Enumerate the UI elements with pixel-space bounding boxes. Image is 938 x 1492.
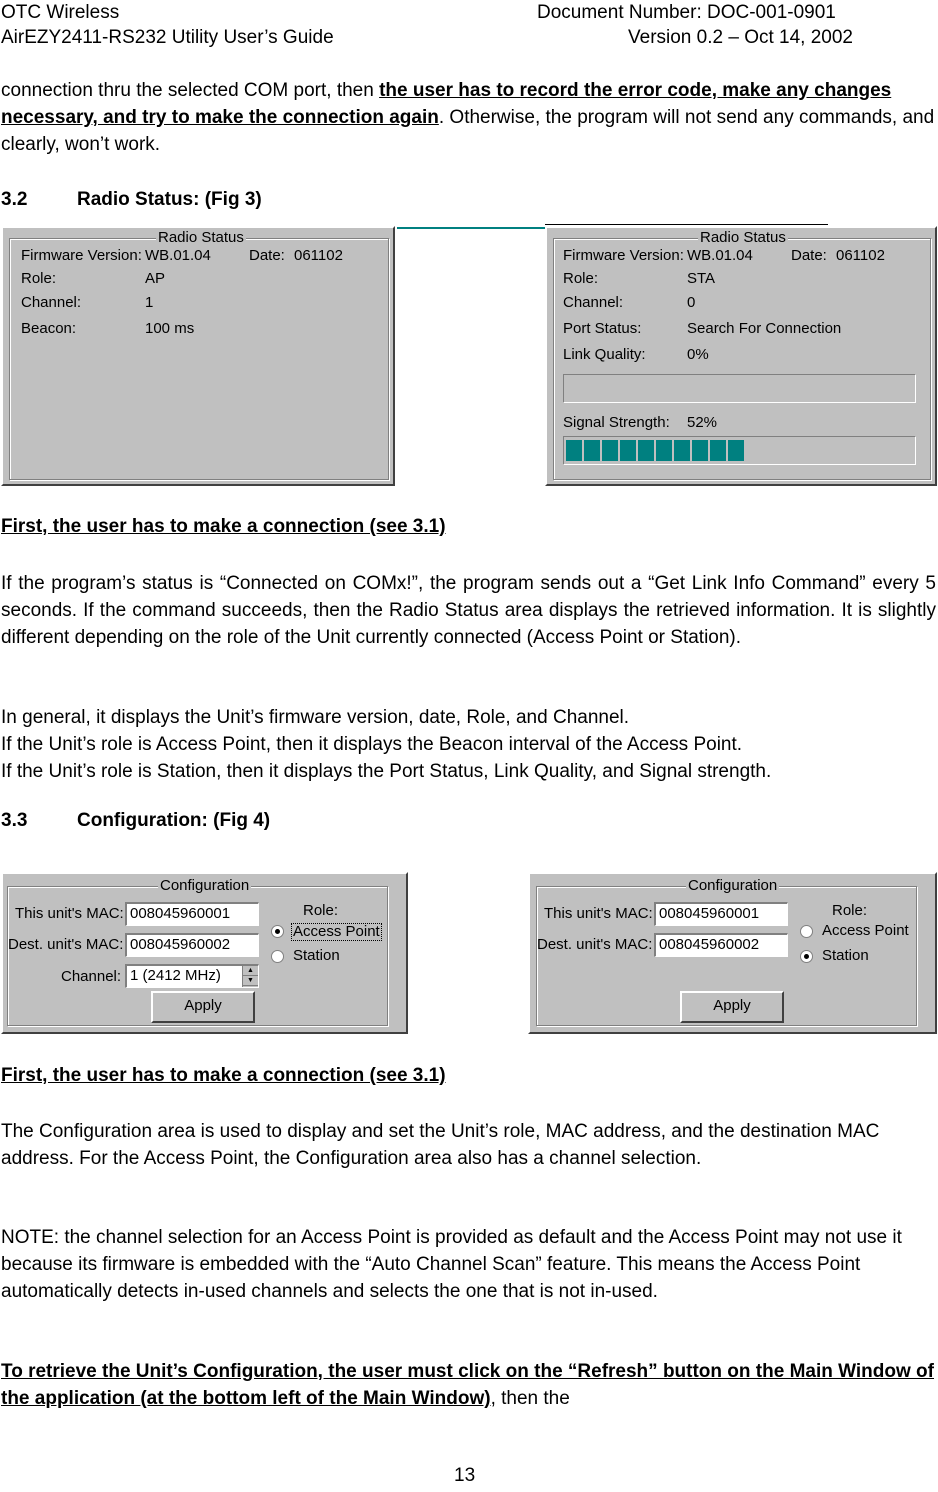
ap-mac-label: This unit's MAC: [15,905,124,922]
sta-apply-button[interactable]: Apply [680,991,784,1023]
radio-status-ap-title: Radio Status [158,229,244,246]
signal-strength-bar [563,436,916,465]
sta-port-label: Port Status: [563,320,642,337]
spin-down-icon[interactable]: ▼ [243,976,258,986]
ap-channel-label-cfg: Channel: [61,968,122,985]
sta-date-value: 061102 [836,247,885,264]
figure-separator [397,227,545,229]
config-sta-panel [528,872,937,1034]
ap-channel-label: Channel: [21,294,82,311]
sta-role-label: Role: [563,270,599,287]
ap-apply-button[interactable]: Apply [151,991,255,1023]
radio-status-ap-group [9,238,389,480]
sta-link-label: Link Quality: [563,346,646,363]
ap-role-label: Role: [21,270,57,287]
ap-radio-access-point[interactable] [271,925,284,938]
header-company: OTC Wireless [1,2,120,23]
sta-channel-label: Channel: [563,294,624,311]
header-version: Version 0.2 – Oct 14, 2002 [628,27,853,48]
sta-mac-label: This unit's MAC: [544,905,653,922]
final-paragraph: To retrieve the Unit’s Configuration, the user must click on the “Refresh” button on the Main Window of the application (at the bottom left of the Main Window), then the [1,1361,934,1409]
page-number: 13 [454,1465,476,1486]
channel-spinner[interactable] [242,966,258,987]
connection-note-1: First, the user has to make a connection (see 3.1) [1,516,446,537]
status-paragraph: If the program’s status is “Connected on COMx!”, the program sends out a “Get Link Info Command” every 5 seconds. If the command succeeds, then the Radio Status area displays the retrieved information. It is slightly different depending on the role of the Unit currently connected (Access Point or Station). [1,573,936,648]
ap-date-value: 061102 [294,247,343,264]
sta-option-access-point[interactable]: Access Point [822,922,909,939]
sta-date-label: Date: [791,247,827,264]
ap-option-station[interactable]: Station [293,947,340,964]
general-line-3: If the Unit’s role is Station, then it displays the Port Status, Link Quality, and Signal strength. [1,761,772,782]
sta-mac-input[interactable]: 008045960001 [654,902,788,926]
radio-status-sta-panel [545,226,937,486]
config-paragraph: The Configuration area is used to display and set the Unit’s role, MAC address, and the destination MAC address. For the Access Point, the Configuration area also has a channel selection. [1,1121,880,1169]
sta-radio-station[interactable] [800,950,813,963]
radio-status-sta-title: Radio Status [700,229,786,246]
sta-role-value: STA [687,270,716,287]
ap-firmware-label: Firmware Version: [21,247,142,264]
ap-role-value: AP [145,270,166,287]
radio-status-ap-panel [1,226,395,486]
header-guide-title: AirEZY2411-RS232 Utility User’s Guide [1,27,334,48]
sta-firmware-label: Firmware Version: [563,247,684,264]
general-line-1: In general, it displays the Unit’s firmware version, date, Role, and Channel. [1,707,630,728]
ap-date-label: Date: [249,247,285,264]
general-line-2: If the Unit’s role is Access Point, then it displays the Beacon interval of the Access Point. [1,734,743,755]
section-3-2-heading: 3.2 Radio Status: (Fig 3) [1,189,262,210]
sta-signal-value: 52% [687,414,718,431]
spin-up-icon[interactable]: ▲ [243,966,258,976]
ap-beacon-label: Beacon: [21,320,77,337]
ap-role-heading: Role: [303,902,339,919]
note-paragraph: NOTE: the channel selection for an Access Point is provided as default and the Access Point may not use it because its firmware is embedded with the “Auto Channel Scan” feature. This means the Access Point automatically detects in-used channels and selects the one that is not in-used. [1,1227,902,1302]
sta-radio-access-point[interactable] [800,925,813,938]
sta-port-value: Search For Connection [687,320,842,337]
ap-beacon-value: 100 ms [145,320,195,337]
sta-dest-input[interactable]: 008045960002 [654,933,788,957]
sta-role-heading: Role: [832,902,868,919]
ap-radio-station[interactable] [271,950,284,963]
ap-mac-input[interactable]: 008045960001 [125,902,259,926]
signal-strength-fill [566,440,746,461]
final-emphasis: To retrieve the Unit’s Configuration, the user must click on the “Refresh” button on the Main Window of the application (at the bottom left of the Main Window) [1,1361,934,1409]
sta-dest-label: Dest. unit's MAC: [537,936,653,953]
ap-dest-input[interactable]: 008045960002 [125,933,259,957]
sta-signal-label: Signal Strength: [563,414,670,431]
connection-note-2: First, the user has to make a connection (see 3.1) [1,1065,446,1086]
ap-channel-value: 1 [145,294,154,311]
header-doc-number: Document Number: DOC-001-0901 [537,2,836,23]
ap-firmware-value: WB.01.04 [145,247,211,264]
link-quality-bar [563,374,916,403]
config-sta-title: Configuration [688,877,778,894]
figure-top-line [545,224,828,225]
intro-emphasis: the user has to record the error code, make any changes necessary, and try to make the connection again [1,80,892,128]
sta-firmware-value: WB.01.04 [687,247,753,264]
intro-paragraph: connection thru the selected COM port, then the user has to record the error code, make any changes necessary, and try to make the connection again. Otherwise, the program will not send any commands, and clearly, won’t work. [1,80,935,155]
ap-channel-select[interactable]: 1 (2412 MHz) ▲ ▼ [125,964,259,988]
section-3-3-heading: 3.3 Configuration: (Fig 4) [1,810,271,831]
config-ap-title: Configuration [160,877,250,894]
ap-option-access-point[interactable]: Access Point [293,923,380,940]
sta-link-value: 0% [687,346,709,363]
sta-option-station[interactable]: Station [822,947,869,964]
sta-channel-value: 0 [687,294,696,311]
config-ap-panel [1,872,408,1034]
ap-dest-label: Dest. unit's MAC: [8,936,124,953]
